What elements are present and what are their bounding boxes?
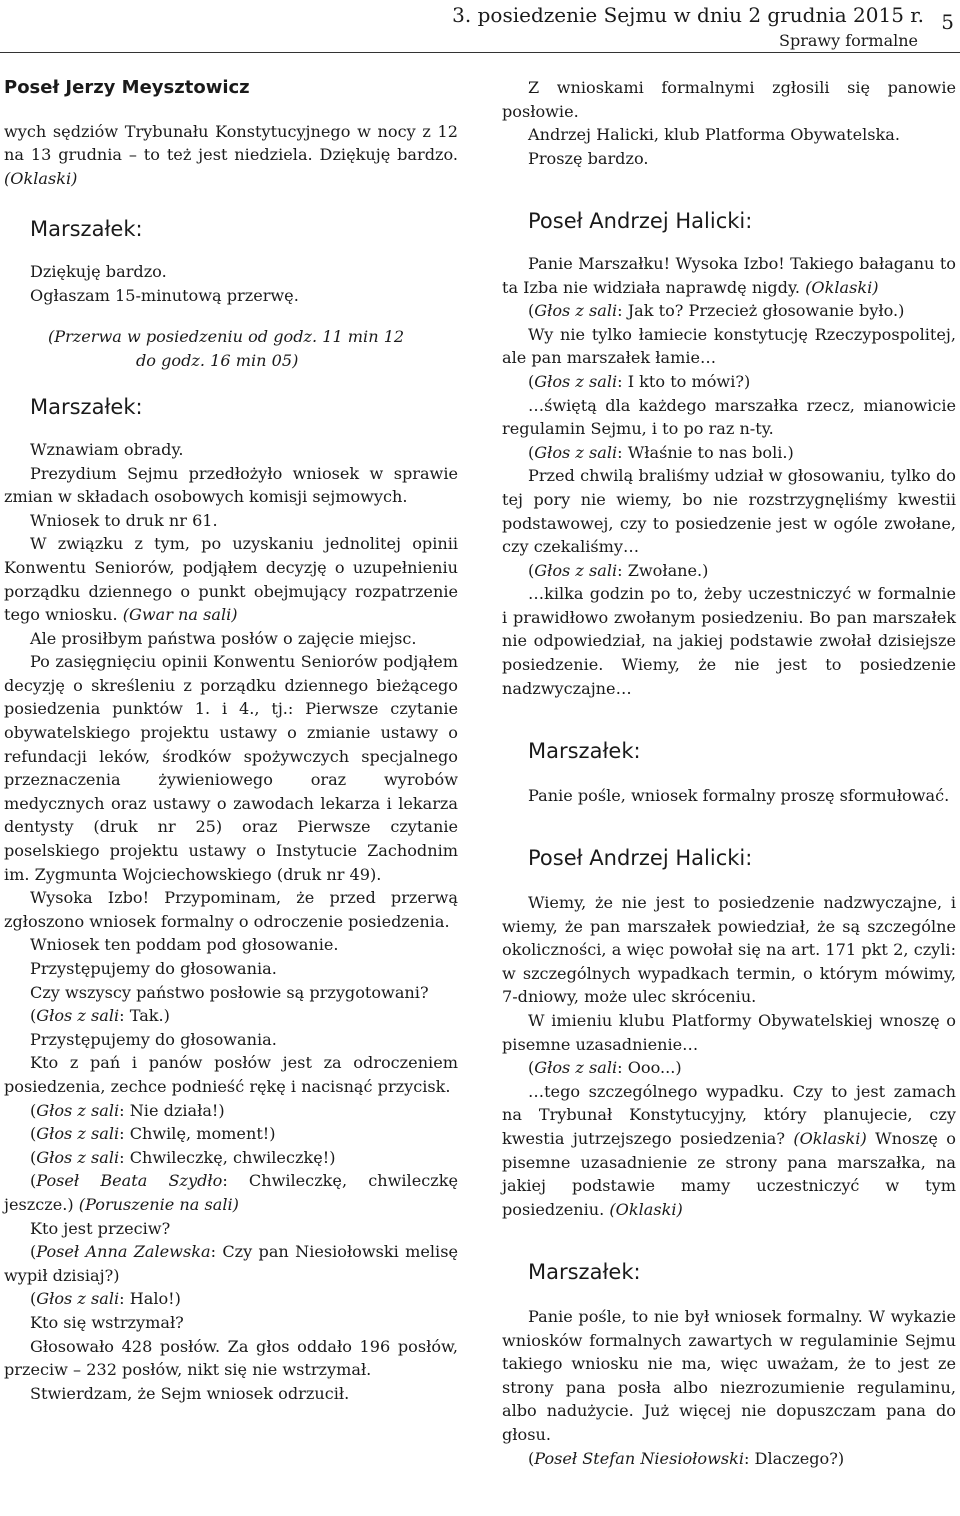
speaker-heading: Poseł Jerzy Meysztowicz [4, 77, 250, 98]
interjection: (Głos z sali: Jak to? Przecież głosowanie było.) [528, 301, 905, 321]
paragraph: Dziękuję bardzo. [30, 261, 167, 281]
running-header [452, 2, 954, 52]
speaker-heading: Marszałek: [528, 1260, 641, 1285]
stage-direction: (Oklaski) [4, 168, 78, 188]
paragraph: Czy wszyscy państwo posłowie są przygotowani? [30, 982, 429, 1002]
page-number: 5 [941, 10, 954, 34]
paragraph: Ogłaszam 15-minutową przerwę. [30, 285, 299, 305]
header-title: 3. posiedzenie Sejmu w dniu 2 grudnia 2015 r. [452, 3, 924, 27]
paragraph: Wniosek ten poddam pod głosowanie. [30, 935, 339, 955]
paragraph: Przystępujemy do głosowania. [30, 959, 277, 978]
stage-direction: (Oklaski) [793, 1128, 867, 1148]
paragraph: W związku z tym, po uzyskaniu jednolitej opinii Konwentu Seniorów, podjąłem decyzję o uzupełnieniu porządku dziennego o punkt obejmujący rozpatrzenie tego wniosku. (Gwar na sali) [4, 534, 458, 625]
interjection: (Głos z sali: Tak.) [30, 1006, 170, 1026]
paragraph: Z wnioskami formalnymi zgłosili się panowie posłowie. [502, 78, 956, 121]
interjection: (Głos z sali: Halo!) [30, 1289, 181, 1309]
paragraph: Panie Marszałku! Wysoka Izbo! Takiego bałaganu to ta Izba nie widziała naprawdę nigdy. (Oklaski) [502, 253, 956, 297]
paragraph: Ale prosiłbym państwa posłów o zajęcie miejsc. [30, 628, 417, 648]
stage-direction: (Poruszenie na sali) [78, 1194, 239, 1214]
interjection: (Głos z sali: Chwileczkę, chwileczkę!) [30, 1147, 336, 1167]
paragraph: Andrzej Halicki, klub Platforma Obywatelska. [528, 125, 901, 145]
paragraph: Kto jest przeciw? [30, 1218, 171, 1238]
paragraph: Proszę bardzo. [528, 148, 649, 168]
paragraph: Wysoka Izbo! Przypominam, że przed przerwą zgłoszono wniosek formalny o odroczenie posiedzenia. [4, 888, 458, 931]
session-break-note: (Przerwa w posiedzeniu od godz. 11 min 12 do godz. 16 min 05) [48, 327, 405, 370]
paragraph: Po zasięgnięciu opinii Konwentu Seniorów podjąłem decyzję o skreśleniu z porządku dziennego bieżącego posiedzenia punktów 1. i 4., tj.: Pierwsze czytanie obywatelskiego projektu ustawy o zmianie ustawy o refundacji leków, środków spożywczych specjalnego przeznaczenia żywieniowego oraz wyrobów medycznych oraz ustawy o zawodach lekarza i lekarza dentysty (druk nr 25) oraz Pierwsze czytanie poselskiego projektu ustawy o Instytucie Zachodnim im. Zygmunta Wojciechowskiego (druk nr 49). [4, 652, 458, 884]
header-divider [0, 52, 960, 53]
paragraph: Głosowało 428 posłów. Za głos oddało 196 posłów, przeciw – 232 posłów, nikt się nie wstrzymał. [4, 1336, 458, 1380]
header-section: Sprawy formalne [778, 31, 918, 50]
paragraph: Przystępujemy do głosowania. [30, 1029, 277, 1049]
interjection: (Poseł Beata Szydło: Chwileczkę, chwileczkę jeszcze.) (Poruszenie na sali) [4, 1171, 458, 1214]
interjection: (Głos z sali: Zwołane.) [528, 560, 709, 580]
paragraph: wych sędziów Trybunału Konstytucyjnego w nocy z 12 na 13 grudnia – to też jest niedziela. Dziękuję bardzo. (Oklaski) [4, 121, 458, 188]
left-column [4, 76, 458, 1405]
stage-direction: (Gwar na sali) [122, 605, 238, 625]
speaker-heading: Marszałek: [30, 217, 143, 242]
stage-direction: (Oklaski) [805, 277, 879, 297]
interjection: (Głos z sali: Nie działa!) [30, 1100, 225, 1120]
interjection: (Głos z sali: Właśnie to nas boli.) [528, 442, 794, 462]
interjection: (Poseł Stefan Niesiołowski: Dlaczego?) [528, 1448, 845, 1468]
speaker-heading: Poseł Andrzej Halicki: [528, 209, 753, 234]
speaker-heading: Marszałek: [30, 395, 143, 420]
interjection: (Głos z sali: Chwilę, moment!) [30, 1124, 276, 1144]
interjection: (Głos z sali: Ooo...) [528, 1058, 682, 1078]
paragraph: Panie pośle, to nie był wniosek formalny. W wykazie wniosków formalnych zawartych w regulaminie Sejmu takiego wniosku nie ma, więc uważam, że to jest ze strony pana posła albo niezrozumienie regulaminu, albo nadużycie. Już więcej nie dopuszczam pana do głosu. [502, 1306, 956, 1444]
right-column [502, 76, 956, 1470]
speaker-heading: Marszałek: [528, 739, 641, 764]
paragraph: Panie pośle, wniosek formalny proszę sformułować. [528, 785, 950, 805]
paragraph: Wniosek to druk nr 61. [30, 510, 218, 530]
paragraph: Wznawiam obrady. [30, 439, 184, 459]
paragraph: Prezydium Sejmu przedłożyło wniosek w sprawie zmian w składach osobowych komisji sejmowych. [4, 463, 458, 507]
paragraph: Kto z pań i panów posłów jest za odroczeniem posiedzenia, zechce podnieść rękę i nacisnąć przycisk. [4, 1053, 458, 1096]
paragraph: …kilka godzin po to, żeby uczestniczyć w formalnie i prawidłowo zwołanym posiedzeniu. Bo pan marszałek nie odpowiedział, na jakiej podstawie zwołał dzisiejsze posiedzenie. Wiemy, że nie jest to posiedzenie nadzwyczajne… [502, 584, 956, 698]
paragraph: Przed chwilą braliśmy udział w głosowaniu, tylko do tej pory nie wiemy, bo nie rozstrzygnęliśmy kwestii podstawowej, czy to posiedzenie jest w ogóle zwołane, czy czekaliśmy… [502, 466, 956, 557]
paragraph: Stwierdzam, że Sejm wniosek odrzucił. [30, 1383, 350, 1403]
paragraph: Wiemy, że nie jest to posiedzenie nadzwyczajne, i wiemy, że pan marszałek powiedział, że są szczególne okoliczności, a więc powołał się na art. 171 pkt 2, czyli: w szczególnych wypadkach termin, o którym mówimy, 7-dniowy, może ulec skróceniu. [502, 893, 956, 1007]
paragraph: Kto się wstrzymał? [30, 1312, 184, 1332]
interjection: (Poseł Anna Zalewska: Czy pan Niesiołowski melisę wypił dzisiaj?) [4, 1242, 458, 1285]
paragraph: W imieniu klubu Platformy Obywatelskiej wnoszę o pisemne uzasadnienie… [502, 1011, 956, 1054]
interjection: (Głos z sali: I kto to mówi?) [528, 371, 751, 391]
speaker-heading: Poseł Andrzej Halicki: [528, 846, 753, 871]
paragraph: …świętą dla każdego marszałka rzecz, mianowicie regulamin Sejmu, i to po raz n-ty. [502, 395, 956, 439]
paragraph: …tego szczególnego wypadku. Czy to jest zamach na Trybunał Konstytucyjny, który planujecie, czy kwestia jutrzejszego posiedzenia? (Oklaski) Wnoszę o pisemne uzasadnienie ze strony pana marszałka, na jakiej podstawie mamy uczestniczyć w tym posiedzeniu. (Oklaski) [502, 1081, 956, 1219]
stage-direction: (Oklaski) [609, 1199, 683, 1219]
paragraph: Wy nie tylko łamiecie konstytucję Rzeczypospolitej, ale pan marszałek łamie… [502, 324, 956, 368]
